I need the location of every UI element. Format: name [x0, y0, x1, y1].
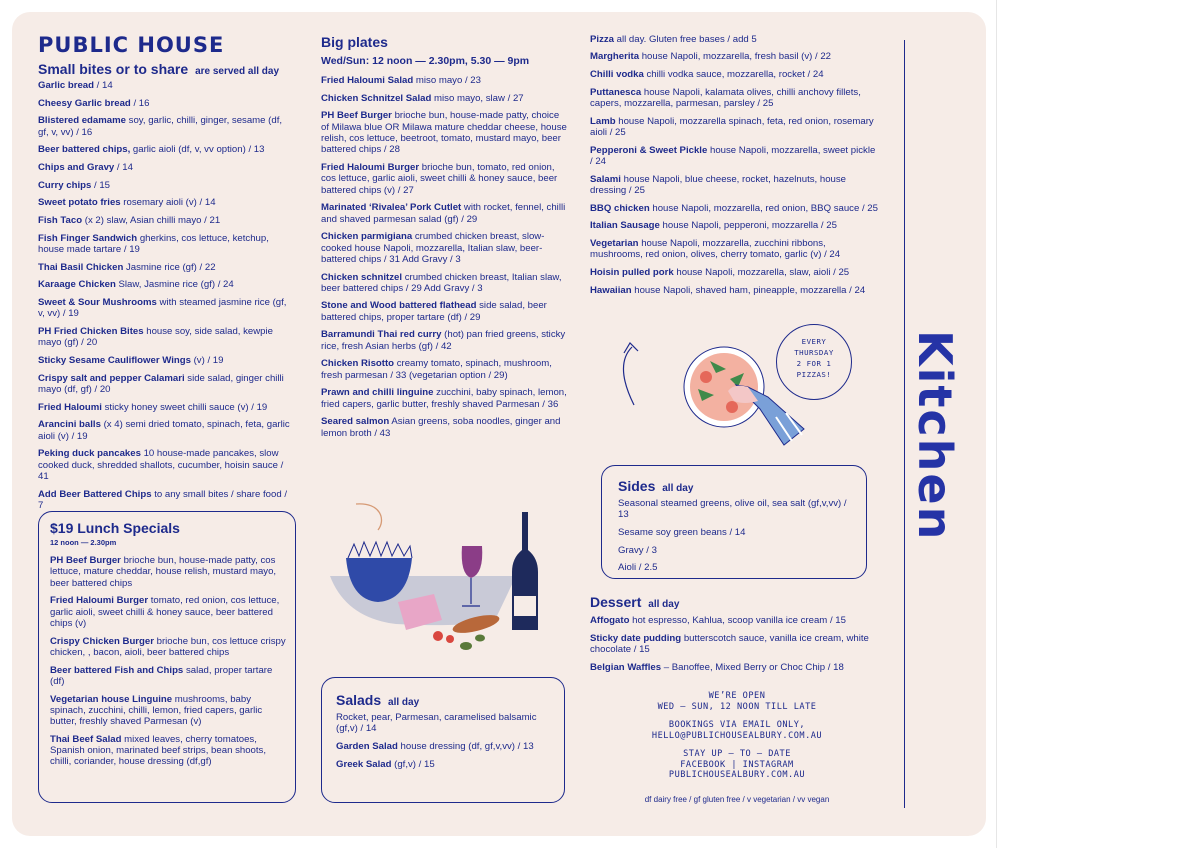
- menu-item-desc: with steamed jasmine rice (gf, v, vv) / 19: [38, 297, 287, 320]
- menu-item-desc: mushrooms, baby spinach, zucchini, chilli, lemon, fried capers, garlic butter, freshly shaved Parmesan (v): [50, 693, 263, 728]
- menu-item-desc: (gf,v) / 15: [391, 758, 435, 770]
- salads-note: all day: [388, 697, 420, 708]
- menu-item-name: Arancini balls: [38, 419, 101, 431]
- menu-item: [618, 545, 854, 556]
- menu-item: [590, 69, 880, 80]
- menu-item-desc: creamy tomato, spinach, mushroom, fresh parmesan / 33 (vegetarian option / 29): [321, 358, 552, 381]
- pizza-title: Pizza: [590, 34, 614, 45]
- menu-item-desc: soy, garlic, chilli, ginger, sesame (df, gf, v, vv) / 16: [38, 115, 283, 138]
- menu-item: [38, 448, 294, 482]
- menu-item-name: BBQ chicken: [590, 202, 650, 214]
- menu-item-name: Belgian Waffles: [590, 661, 662, 673]
- menu-item-desc: side salad, ginger chilli mayo (df, gf) / 20: [38, 372, 284, 396]
- menu-item-desc: Jasmine rice (gf) / 22: [123, 261, 216, 273]
- bookings-line: BOOKINGS VIA EMAIL ONLY,: [668, 720, 806, 730]
- menu-item: [38, 197, 294, 208]
- menu-item-name: Salami: [590, 173, 621, 185]
- menu-item-desc: Aioli / 2.5: [618, 562, 658, 574]
- menu-item-desc: (v) / 19: [190, 355, 224, 367]
- big-plates-title: Big plates: [321, 34, 388, 50]
- menu-item: [590, 285, 880, 296]
- menu-item-name: Marinated ‘Rivalea’ Pork Cutlet: [321, 202, 462, 214]
- menu-item: [50, 694, 288, 728]
- menu-item-name: Beer battered chips,: [38, 144, 131, 156]
- menu-item-name: PH Beef Burger: [50, 555, 121, 566]
- menu-item: [321, 202, 569, 225]
- sides-list: [618, 498, 854, 574]
- menu-item-name: Crispy salt and pepper Calamari: [38, 372, 185, 384]
- small-bites-list: [38, 80, 294, 511]
- menu-item: [618, 562, 854, 573]
- social-links[interactable]: FACEBOOK | INSTAGRAM: [680, 759, 794, 770]
- menu-item-desc: miso mayo, slaw / 27: [431, 92, 524, 104]
- menu-item-name: Sweet & Sour Mushrooms: [38, 297, 157, 309]
- menu-item: [590, 662, 882, 673]
- menu-item-desc: brioche bun, cos lettuce crispy chicken, , bacon, aioli, beer battered chips: [50, 635, 286, 658]
- promo-line: EVERY: [801, 337, 827, 346]
- open-line: WE’RE OPEN: [708, 691, 766, 701]
- menu-item-desc: house Napoli, kalamata olives, chilli anchovy fillets, capers, mozzarella, parmesan, parsley / 25: [590, 86, 861, 109]
- menu-item-desc: chilli vodka sauce, mozzarella, rocket / 24: [643, 68, 824, 80]
- menu-item: [321, 231, 569, 265]
- olive-icon: [460, 642, 472, 650]
- menu-item-desc: sticky honey sweet chilli sauce (v) / 19: [101, 401, 268, 413]
- menu-item-name: Fish Finger Sandwich: [38, 232, 138, 244]
- menu-item: [38, 115, 294, 138]
- menu-item-name: Chicken parmigiana: [321, 231, 413, 243]
- menu-item-name: Fried Haloumi Burger: [50, 595, 149, 607]
- menu-item-desc: (hot) pan fried greens, sticky rice, fresh Asian herbs (gf) / 42: [321, 329, 566, 352]
- menu-item: [590, 145, 880, 168]
- menu-item-name: Hawaiian: [590, 284, 632, 296]
- menu-item: [618, 527, 854, 538]
- menu-item-name: Puttanesca: [590, 86, 642, 98]
- menu-item-name: Chicken Schnitzel Salad: [321, 92, 432, 104]
- divider-line: [904, 40, 905, 808]
- menu-item: [50, 555, 288, 589]
- sides-title: Sides: [618, 478, 656, 494]
- menu-item-name: Fried Haloumi Burger: [321, 161, 420, 173]
- promo-line: 2 FOR 1: [796, 359, 832, 368]
- menu-item: [38, 80, 294, 91]
- menu-item: [38, 215, 294, 226]
- menu-item-name: PH Beef Burger: [321, 110, 392, 122]
- menu-item-desc: brioche bun, house-made patty, cos lettuce, mature cheddar, house relish, mustard mayo, beer battered chips: [50, 555, 277, 589]
- menu-item-name: Pepperoni & Sweet Pickle: [590, 144, 708, 156]
- menu-item-desc: – Banoffee, Mixed Berry or Choc Chip / 18: [661, 661, 844, 673]
- menu-item: [321, 272, 569, 295]
- menu-item-name: Add Beer Battered Chips: [38, 488, 152, 500]
- food-wine-illustration: [326, 500, 558, 660]
- menu-item-desc: to any small bites / share food / 7: [38, 488, 287, 512]
- menu-item: [321, 75, 569, 86]
- menu-item: [38, 262, 294, 273]
- menu-item: [590, 174, 880, 197]
- menu-item-desc: house Napoli, mozzarella, fresh basil (v) / 22: [639, 51, 832, 63]
- menu-item-name: Affogato: [590, 615, 630, 626]
- menu-item-desc: zucchini, baby spinach, lemon, fried capers, garlic butter, freshly shaved Parmesan / 36: [321, 387, 567, 410]
- menu-item-name: Sticky date pudding: [590, 632, 682, 644]
- promo-line: THURSDAY: [794, 348, 834, 357]
- pizza-note: all day. Gluten free bases / add 5: [614, 34, 757, 45]
- menu-item: [590, 615, 882, 626]
- menu-item-desc: mixed leaves, cherry tomatoes, Spanish onion, marinated beef strips, bean shoots, chilli, coriander, house dressing (df,gf): [50, 733, 266, 768]
- website-link[interactable]: PUBLICHOUSEALBURY.COM.AU: [668, 770, 806, 780]
- menu-item-name: Margherita: [590, 51, 640, 63]
- menu-item-name: Fried Haloumi: [38, 401, 102, 413]
- menu-item-name: Sweet potato fries: [38, 197, 121, 209]
- menu-item: [336, 759, 556, 770]
- menu-item-name: Prawn and chilli linguine: [321, 387, 434, 399]
- menu-item: [321, 329, 569, 352]
- menu-item-desc: house dressing (df, gf,v,vv) / 13: [397, 740, 534, 752]
- menu-item: [321, 416, 569, 439]
- menu-item-desc: house Napoli, shaved ham, pineapple, mozzarella / 24: [631, 284, 866, 296]
- menu-item: [590, 633, 882, 656]
- menu-item-desc: crumbed chicken breast, Italian slaw, beer battered chips / 29 Add Gravy / 3: [321, 271, 562, 294]
- lunch-hours: 12 noon — 2.30pm: [50, 538, 117, 547]
- menu-item: [321, 300, 569, 323]
- menu-item-desc: / 14: [94, 80, 113, 91]
- menu-item: [590, 220, 880, 231]
- salads-title: Salads: [336, 692, 382, 708]
- dessert-list: [590, 615, 882, 673]
- big-plates-list: [321, 75, 569, 439]
- sides-note: all day: [662, 483, 694, 494]
- salads-list: [336, 712, 556, 770]
- menu-item-desc: crumbed chicken breast, slow-cooked house Napoli, mozzarella, Italian slaw, beer-battered chips / 31 Add Gravy / 3: [321, 231, 545, 265]
- menu-item-desc: house soy, side salad, kewpie mayo (gf) / 20: [38, 326, 273, 349]
- menu-item: [618, 498, 854, 521]
- menu-item: [321, 110, 569, 155]
- menu-item-desc: house Napoli, blue cheese, rocket, hazelnuts, house dressing / 25: [590, 173, 847, 196]
- menu-item-name: Sticky Sesame Cauliflower Wings: [38, 355, 191, 367]
- menu-item: [38, 279, 294, 290]
- menu-item-desc: / 16: [130, 97, 150, 109]
- menu-item-desc: butterscotch sauce, vanilla ice cream, white chocolate / 15: [590, 632, 869, 655]
- dessert-section: [590, 594, 882, 679]
- menu-item: [38, 419, 294, 442]
- menu-item: [590, 87, 880, 110]
- menu-item: [38, 98, 294, 109]
- menu-item-desc: Asian greens, soba noodles, ginger and lemon broth / 43: [321, 416, 561, 439]
- menu-item-name: Greek Salad: [336, 758, 392, 770]
- menu-item: [38, 180, 294, 191]
- menu-item: [50, 734, 288, 768]
- menu-item-desc: 10 house-made pancakes, slow cooked duck, shredded shallots, cucumber, hoisin sauce / 41: [38, 448, 284, 483]
- big-plates-section: [321, 34, 569, 445]
- lunch-list: [50, 555, 288, 768]
- menu-item-name: Peking duck pancakes: [38, 448, 141, 460]
- small-bites-title: Small bites or to share: [38, 61, 189, 77]
- menu-item-name: Fish Taco: [38, 215, 83, 227]
- pizza-section: [590, 34, 880, 302]
- lunch-title: $19 Lunch Specials: [50, 520, 180, 536]
- salads-box: [321, 677, 565, 803]
- menu-item: [321, 358, 569, 381]
- dessert-note: all day: [648, 599, 680, 610]
- menu-item: [38, 373, 294, 396]
- menu-item: [50, 665, 288, 688]
- menu-item-desc: house Napoli, mozzarella, slaw, aioli / 25: [673, 266, 850, 278]
- menu-item-desc: garlic aioli (df, v, vv option) / 13: [130, 144, 265, 156]
- menu-item-name: Garlic bread: [38, 80, 94, 91]
- menu-item: [321, 387, 569, 410]
- menu-item-name: Chicken Risotto: [321, 358, 395, 370]
- menu-item-desc: house Napoli, pepperoni, mozzarella / 25: [659, 220, 837, 232]
- menu-item-desc: house Napoli, mozzarella, zucchini ribbons, mushrooms, red onion, olives, cherry tomato, garlic (v) / 24: [590, 237, 841, 261]
- menu-item-name: Vegetarian house Linguine: [50, 693, 173, 705]
- menu-item: [336, 712, 556, 735]
- menu-item-desc: tomato, red onion, cos lettuce, garlic aioli, sweet chilli & honey sauce, beer battered chips (v): [50, 595, 280, 629]
- menu-item-desc: brioche bun, house-made patty, choice of Milawa blue OR Milawa mature cheddar cheese, house relish, cos lettuce, beetroot, tomato, mustard mayo, beer battered chips / 28: [321, 110, 567, 156]
- menu-item-desc: Gravy / 3: [618, 544, 657, 556]
- menu-item-desc: Sesame soy green beans / 14: [618, 526, 746, 538]
- menu-item-name: Chips and Gravy: [38, 162, 115, 174]
- menu-item: [38, 162, 294, 173]
- promo-badge: [776, 324, 852, 400]
- menu-item: [50, 595, 288, 629]
- menu-item: [336, 741, 556, 752]
- menu-item-desc: (x 2) slaw, Asian chilli mayo / 21: [82, 215, 221, 227]
- menu-item: [50, 636, 288, 659]
- menu-item-desc: rosemary aioli (v) / 14: [120, 197, 216, 209]
- promo-line: PIZZAS!: [796, 370, 832, 379]
- menu-item-desc: salad, proper tartare (df): [50, 664, 273, 687]
- menu-item: [38, 144, 294, 155]
- menu-item-desc: / 14: [114, 162, 133, 174]
- menu-item: [590, 267, 880, 278]
- menu-item-name: Fried Haloumi Salad: [321, 75, 414, 86]
- menu-item-name: Curry chips: [38, 179, 92, 191]
- menu-item-name: Lamb: [590, 115, 616, 127]
- menu-item: [590, 203, 880, 214]
- menu-item-name: Vegetarian: [590, 237, 639, 249]
- menu-item-name: Cheesy Garlic bread: [38, 97, 131, 109]
- menu-item-name: Chicken schnitzel: [321, 271, 403, 283]
- kitchen-label: Kitchen: [908, 330, 962, 542]
- menu-item: [38, 402, 294, 413]
- menu-item-desc: house Napoli, mozzarella, red onion, BBQ sauce / 25: [649, 202, 878, 214]
- menu-item: [38, 355, 294, 366]
- menu-item-name: Beer battered Fish and Chips: [50, 664, 184, 676]
- menu-item: [321, 162, 569, 196]
- menu-item: [38, 489, 294, 512]
- wine-glass-icon: [462, 546, 483, 578]
- menu-item-name: Seared salmon: [321, 416, 390, 428]
- menu-item-name: Italian Sausage: [590, 220, 660, 232]
- info-block: [590, 691, 884, 781]
- menu-item-name: Karaage Chicken: [38, 279, 116, 291]
- menu-item-name: Thai Beef Salad: [50, 733, 122, 745]
- email-link[interactable]: HELLO@PUBLICHOUSEALBURY.COM.AU: [651, 730, 823, 741]
- open-hours: WED — SUN, 12 NOON TILL LATE: [657, 701, 817, 712]
- dessert-title: Dessert: [590, 594, 642, 610]
- menu-item-desc: (x 4) semi dried tomato, spinach, feta, garlic aioli (v) / 19: [38, 419, 290, 442]
- menu-item-name: Blistered edamame: [38, 115, 126, 127]
- menu-item-name: Hoisin pulled pork: [590, 266, 674, 278]
- menu-item-name: Barramundi Thai red curry: [321, 329, 442, 341]
- menu-item: [321, 93, 569, 104]
- menu-item-desc: house Napoli, mozzarella, sweet pickle / 24: [590, 144, 876, 167]
- menu-item-desc: miso mayo / 23: [413, 75, 481, 86]
- menu-item: [38, 326, 294, 349]
- menu-item-desc: hot espresso, Kahlua, scoop vanilla ice cream / 15: [629, 615, 846, 626]
- menu-item-desc: side salad, beer battered chips, proper tartare (df) / 29: [321, 300, 547, 323]
- pizza-list: [590, 51, 880, 296]
- menu-item-name: Crispy Chicken Burger: [50, 635, 154, 647]
- big-plates-hours: Wed/Sun: 12 noon — 2.30pm, 5.30 — 9pm: [321, 55, 530, 67]
- menu-item-name: Garden Salad: [336, 740, 398, 752]
- menu-item-desc: Slaw, Jasmine rice (gf) / 24: [115, 279, 234, 291]
- menu-item: [590, 116, 880, 139]
- menu-item-desc: with rocket, fennel, chilli and shaved parmesan salad (gf) / 29: [321, 202, 566, 225]
- page-edge: [996, 0, 997, 848]
- brand-logo: PUBLIC HOUSE: [38, 33, 225, 57]
- menu-item: [590, 51, 880, 62]
- menu-item-desc: brioche bun, tomato, red onion, cos lettuce, garlic aioli, sweet chilli & honey sauce, beer battered chips (v) / 27: [321, 161, 558, 196]
- stay-line: STAY UP — TO — DATE: [683, 749, 791, 759]
- menu-item: [38, 297, 294, 320]
- menu-item-desc: Seasonal steamed greens, olive oil, sea salt (gf,v,vv) / 13: [618, 498, 847, 521]
- lunch-specials-box: [38, 511, 296, 803]
- sides-box: [601, 465, 867, 579]
- menu-item-desc: gherkins, cos lettuce, ketchup, house made tartare / 19: [38, 232, 269, 256]
- dietary-legend: df dairy free / gf gluten free / v vegetarian / vv vegan: [644, 795, 830, 804]
- small-bites-section: [38, 61, 294, 518]
- small-bites-note: are served all day: [195, 66, 280, 77]
- menu-item-desc: / 15: [91, 179, 110, 191]
- menu-item-name: Chilli vodka: [590, 68, 644, 80]
- menu-item-desc: house Napoli, mozzarella spinach, feta, red onion, rosemary aioli / 25: [590, 115, 874, 138]
- menu-item: [38, 233, 294, 256]
- menu-item-name: Stone and Wood battered flathead: [321, 300, 477, 312]
- menu-item-desc: Rocket, pear, Parmesan, caramelised balsamic (gf,v) / 14: [336, 712, 537, 735]
- menu-item: [590, 238, 880, 261]
- menu-item-name: Thai Basil Chicken: [38, 261, 124, 273]
- menu-item-name: PH Fried Chicken Bites: [38, 326, 144, 338]
